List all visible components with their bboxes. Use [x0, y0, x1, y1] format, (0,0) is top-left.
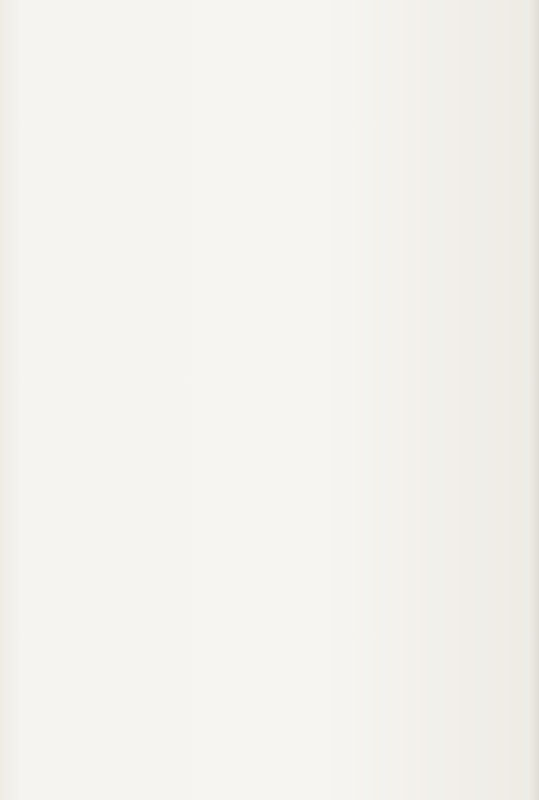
page-footer: [12, 782, 32, 796]
bottom-text-band: [22, 400, 518, 772]
section-heading: [236, 256, 296, 406]
text-column: [22, 400, 518, 772]
page-edge-shadow: [529, 0, 539, 800]
